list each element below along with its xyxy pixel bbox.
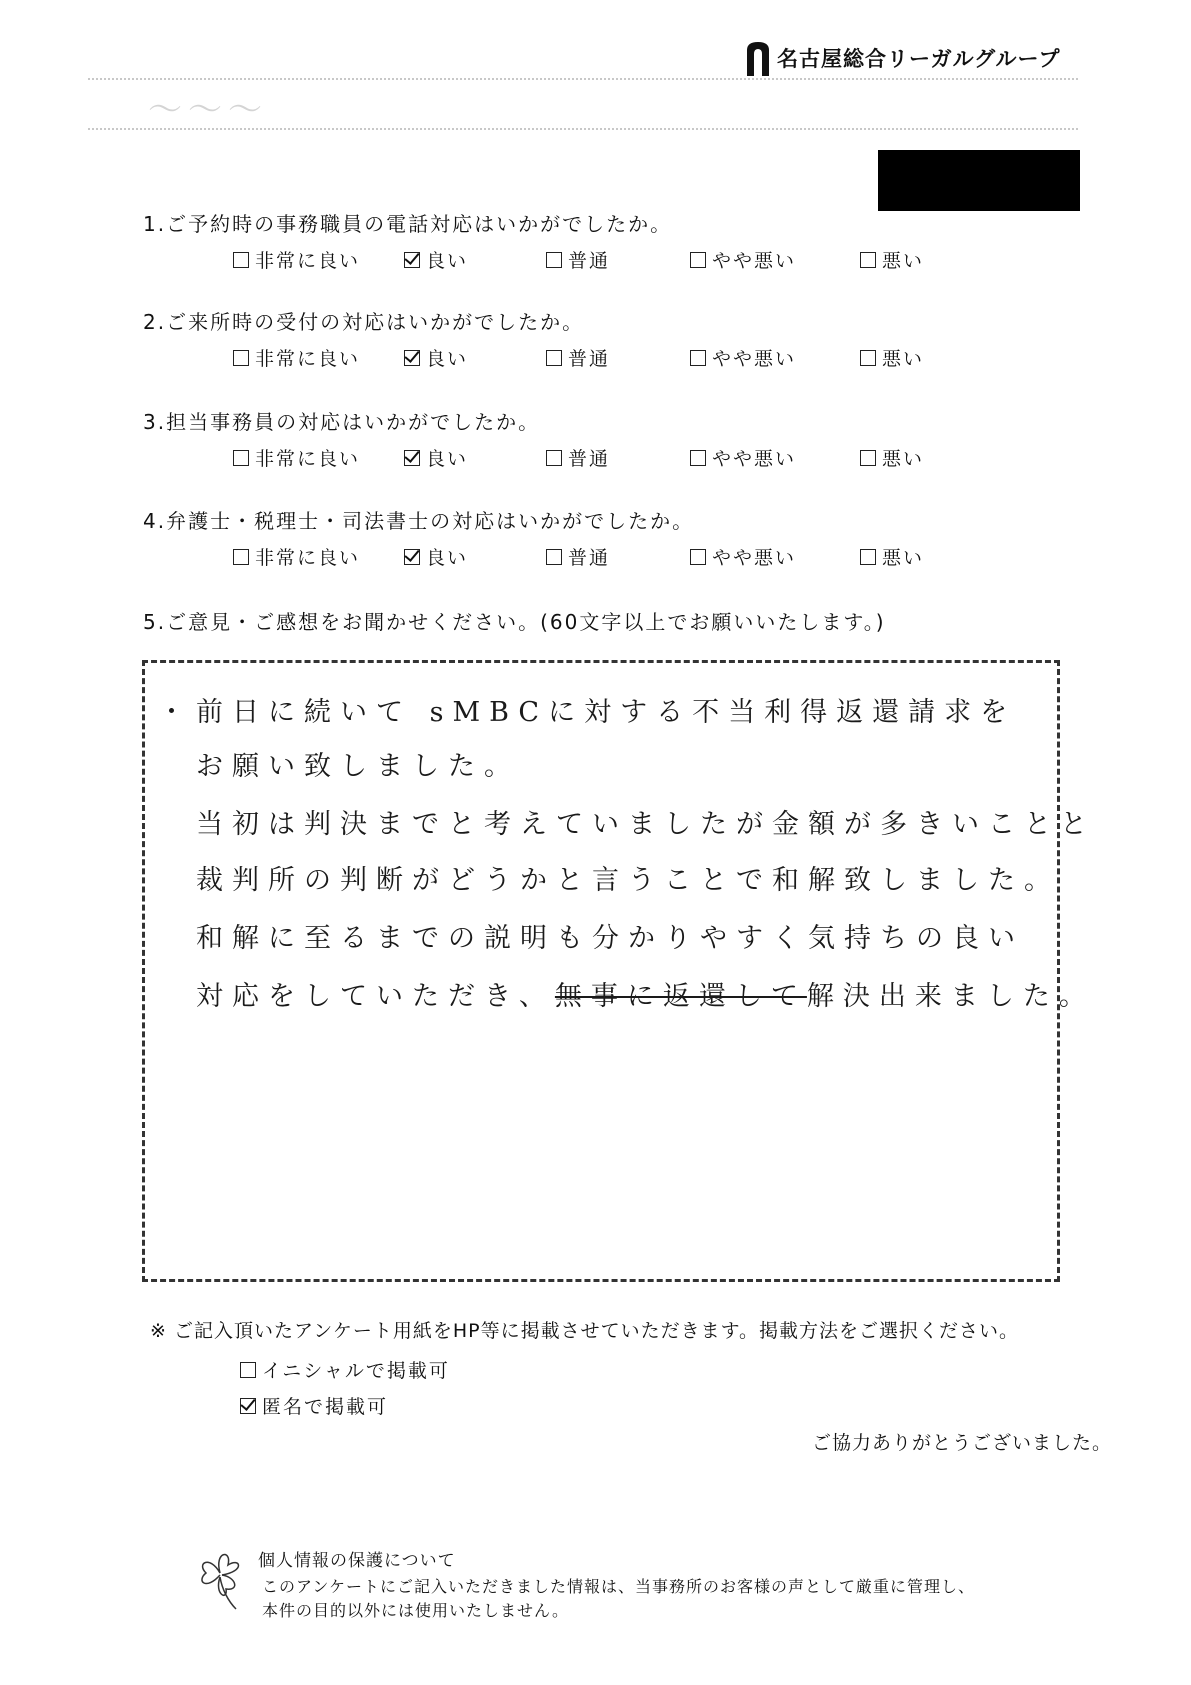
checkbox[interactable]	[860, 450, 876, 466]
question-4-option-5[interactable]	[860, 543, 924, 570]
question-2-option-3[interactable]	[546, 344, 610, 371]
checkbox[interactable]	[233, 450, 249, 466]
checkbox[interactable]	[690, 450, 706, 466]
option-label: 良い	[426, 348, 469, 370]
checkbox[interactable]	[404, 350, 420, 366]
option-label: 悪い	[882, 348, 925, 370]
checkbox[interactable]	[860, 549, 876, 565]
question-5-title: 5.ご意見・ご感想をお聞かせください。(60文字以上でお願いいたします。)	[143, 610, 886, 634]
option-label: 良い	[426, 448, 469, 470]
checkbox-initial[interactable]	[240, 1362, 256, 1378]
question-1-option-4[interactable]	[690, 246, 796, 273]
checkbox[interactable]	[860, 252, 876, 268]
checkbox[interactable]	[546, 252, 562, 268]
question-4-option-1[interactable]	[233, 543, 360, 570]
company-logo	[745, 38, 1060, 78]
question-1-option-1[interactable]	[233, 246, 360, 273]
question-3-title: 3.担当事務員の対応はいかがでしたか。	[143, 410, 541, 434]
option-label: 普通	[568, 448, 611, 470]
checkbox[interactable]	[690, 350, 706, 366]
question-4-option-2[interactable]	[404, 543, 468, 570]
checkbox-anonymous[interactable]	[240, 1398, 256, 1414]
comment-struck-text: 無事に返還して	[554, 981, 807, 1012]
checkbox[interactable]	[233, 252, 249, 268]
question-3-option-5[interactable]	[860, 444, 924, 471]
question-1-option-3[interactable]	[546, 246, 610, 273]
comment-line-6	[196, 974, 1095, 1013]
option-label: 普通	[568, 348, 611, 370]
checkbox[interactable]	[860, 350, 876, 366]
comment-line-3: 当初は判決までと考えていましたが金額が多きいことと	[196, 809, 1096, 840]
question-2-option-2[interactable]	[404, 344, 468, 371]
question-2-option-1[interactable]	[233, 344, 360, 371]
building-logo-icon	[745, 40, 771, 76]
comment-bullet: ・	[158, 697, 185, 728]
option-label: 非常に良い	[255, 348, 361, 370]
faded-title-mark: ～～～	[148, 90, 268, 130]
option-label: 良い	[426, 250, 469, 272]
comment-line-1: 前日に続いて sMBCに対する不当利得返還請求を	[196, 697, 1017, 728]
clover-icon	[192, 1545, 248, 1611]
question-2-option-4[interactable]	[690, 344, 796, 371]
question-4-option-3[interactable]	[546, 543, 610, 570]
question-2-option-5[interactable]	[860, 344, 924, 371]
option-label: 悪い	[882, 448, 925, 470]
question-1-option-5[interactable]	[860, 246, 924, 273]
privacy-title: 個人情報の保護について	[258, 1551, 456, 1571]
question-4-title: 4.弁護士・税理士・司法書士の対応はいかがでしたか。	[143, 509, 695, 533]
checkbox[interactable]	[690, 252, 706, 268]
comment-line-6-start: 対応をしていただき、	[196, 981, 555, 1012]
option-label: やや悪い	[712, 448, 797, 470]
checkbox[interactable]	[546, 450, 562, 466]
option-label: 非常に良い	[255, 448, 361, 470]
option-label: 非常に良い	[255, 250, 361, 272]
privacy-line-2: 本件の目的以外には使用いたしません。	[262, 1601, 569, 1620]
faint-title-band	[88, 78, 1078, 130]
checkbox[interactable]	[546, 350, 562, 366]
checkbox[interactable]	[404, 450, 420, 466]
publish-option-anonymous-label: 匿名で掲載可	[262, 1396, 389, 1418]
question-2-title: 2.ご来所時の受付の対応はいかがでしたか。	[143, 310, 585, 334]
question-3-option-3[interactable]	[546, 444, 610, 471]
publication-notice: ※ ご記入頂いたアンケート用紙をHP等に掲載させていただきます。掲載方法をご選択ください。	[150, 1320, 1020, 1342]
option-label: 普通	[568, 547, 611, 569]
question-1-title: 1.ご予約時の事務職員の電話対応はいかがでしたか。	[143, 212, 673, 236]
checkbox[interactable]	[233, 350, 249, 366]
option-label: 普通	[568, 250, 611, 272]
redaction-block	[878, 150, 1080, 211]
company-name: 名古屋総合リーガルグループ	[777, 47, 1061, 71]
publish-option-anonymous[interactable]	[240, 1392, 388, 1419]
question-1-option-2[interactable]	[404, 246, 468, 273]
question-3-option-2[interactable]	[404, 444, 468, 471]
question-4-option-4[interactable]	[690, 543, 796, 570]
option-label: やや悪い	[712, 250, 797, 272]
privacy-line-1: このアンケートにご記入いただきました情報は、当事務所のお客様の声として厳重に管理し、	[262, 1577, 976, 1596]
comment-line-2: お願い致しました。	[196, 751, 520, 782]
checkbox[interactable]	[404, 252, 420, 268]
option-label: 悪い	[882, 250, 925, 272]
publish-option-initial[interactable]	[240, 1356, 450, 1383]
comment-line-6-end: 解決出来ました。	[806, 981, 1095, 1012]
option-label: 良い	[426, 547, 469, 569]
comment-line-5: 和解に至るまでの説明も分かりやすく気持ちの良い	[196, 923, 1024, 954]
checkbox[interactable]	[233, 549, 249, 565]
checkbox[interactable]	[690, 549, 706, 565]
question-3-option-4[interactable]	[690, 444, 796, 471]
option-label: 非常に良い	[255, 547, 361, 569]
comment-line-4: 裁判所の判断がどうかと言うことで和解致しました。	[196, 865, 1060, 896]
question-3-option-1[interactable]	[233, 444, 360, 471]
checkbox[interactable]	[404, 549, 420, 565]
thanks-message: ご協力ありがとうございました。	[812, 1432, 1113, 1454]
checkbox[interactable]	[546, 549, 562, 565]
publish-option-initial-label: イニシャルで掲載可	[262, 1360, 450, 1382]
option-label: やや悪い	[712, 547, 797, 569]
option-label: 悪い	[882, 547, 925, 569]
option-label: やや悪い	[712, 348, 797, 370]
